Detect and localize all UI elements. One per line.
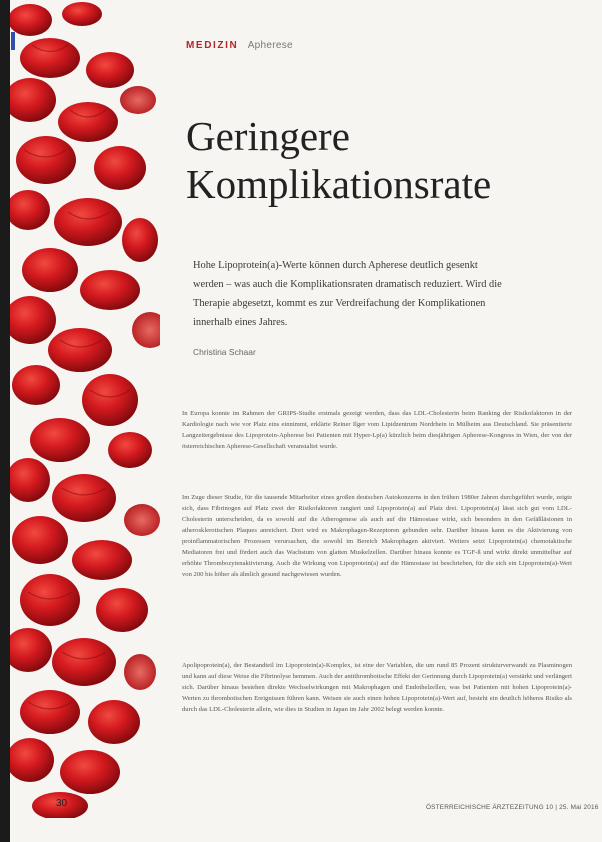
section-header (186, 40, 293, 51)
body-paragraph-3: Apolipoprotein(a), der Bestandteil im Lipoprotein(a)-Komplex, ist eine der Variablen, die um rund 85 Prozent strukturverwandt zu Plasminogen und kann auf diese Weise die Fibrinolyse hemmen. Auch der antithrombotische Effekt der Gerinnung durch Lipoprotein(a) verstärkt und verlängert sich. Darüber hinaus bestehen direkte Wechselwirkungen mit Makrophagen und Endothelzellen, was bei Patienten mit hohen Lipoprotein(a)-Werten zu thrombotischen Ereignissen führen kann. Weisen sie auch einen hohen Lipoprotein(a)-Wert auf, besteht ein deutlich höheres Risiko als durch das LDL-Cholesterin allein, wie dies in Studien in Japan im Jahr 2002 belegt werden konnte. (182, 662, 572, 713)
page-edge-shadow (0, 0, 10, 842)
title-line-2: Komplikationsrate (186, 161, 492, 207)
article-author: Christina Schaar (193, 347, 256, 357)
article-lead: Hohe Lipoprotein(a)-Werte können durch Apherese deutlich gesenkt werden – was auch die Komplikationsraten dramatisch reduziert. Wird die Therapie abgesetzt, kommt es zur Verdreifachung der Komplikationen innerhalb eines Jahres. (193, 260, 502, 328)
body-paragraph-1: In Europa konnte im Rahmen der GRIPS-Studie erstmals gezeigt werden, dass das LDL-Cholesterin beim Ranking der Risikofaktoren in der Kardiologie nach wie vor Platz eins einnimmt, erklärte Reiner Ilger vom Lipidzentrum Nordrhein in Mülheim aus Deutschland. Sie präsentierte Langzeitergebnisse des Lipoprotein-Apherese bei Patienten mit Hyper-Lp(a) kürzlich beim diesjährigen Apherese-Kongress in Wien, der von der österreichischen Apherese-Gesellschaft veranstaltet wurde. (182, 410, 572, 450)
article-title (186, 112, 586, 208)
section-category: MEDIZIN (186, 40, 239, 51)
body-paragraph-2: Im Zuge dieser Studie, für die tausende Mitarbeiter eines großen deutschen Autokonzerns in den frühen 1980er Jahren durchgeführt wurde, zeigte sich, dass Fibrinogen auf Platz zwei der Risikofaktoren rangiert und Lipoprotein(a) auf Platz drei. Lipoprotein(a) lässt sich gut vom LDL-Cholesterin unterscheiden, da es sowohl auf die Atherogenese als auch auf die Hämostase wirkt, sich besonders in den Gefäßläsionen in atherosklerotischen Plaques anreichert. Dort wird es Makrophagen-Rezeptoren gebunden sehr. Darüber hinaus kann es die Aktivierung von proinflammatorischen Prozessen verursachen, die sowohl im Bereich Makrophagen aktiviert. Weiters setzt Lipoprotein(a) chemotaktische Mediatoren frei und fördert auch das Wachstum von glatten Muskelzellen. Darüber hinaus konnte es TGF-ß und wirkt direkt unmittelbar auf erhöhte Thrombozytenaktivierung. Auch die Wirkung von Lipoprotein(a) auf die Hämostase ist beschrieben, für die sich ein Lipoprotein(a)-Wert von 200 bis höher als ähnlich gesund nachgewiesen wurden. (182, 494, 572, 578)
edge-tab-marker (11, 32, 15, 50)
footer-publication: ÖSTERREICHISCHE ÄRZTEZEITUNG (426, 804, 544, 811)
page-number: 30 (56, 798, 68, 809)
red-blood-cells-image (10, 0, 160, 818)
footer-issue: 10 | 25. Mai 2016 (545, 804, 599, 811)
section-subcategory: Apherese (247, 40, 293, 51)
page-footer (426, 804, 598, 811)
title-line-1: Geringere (186, 113, 350, 159)
